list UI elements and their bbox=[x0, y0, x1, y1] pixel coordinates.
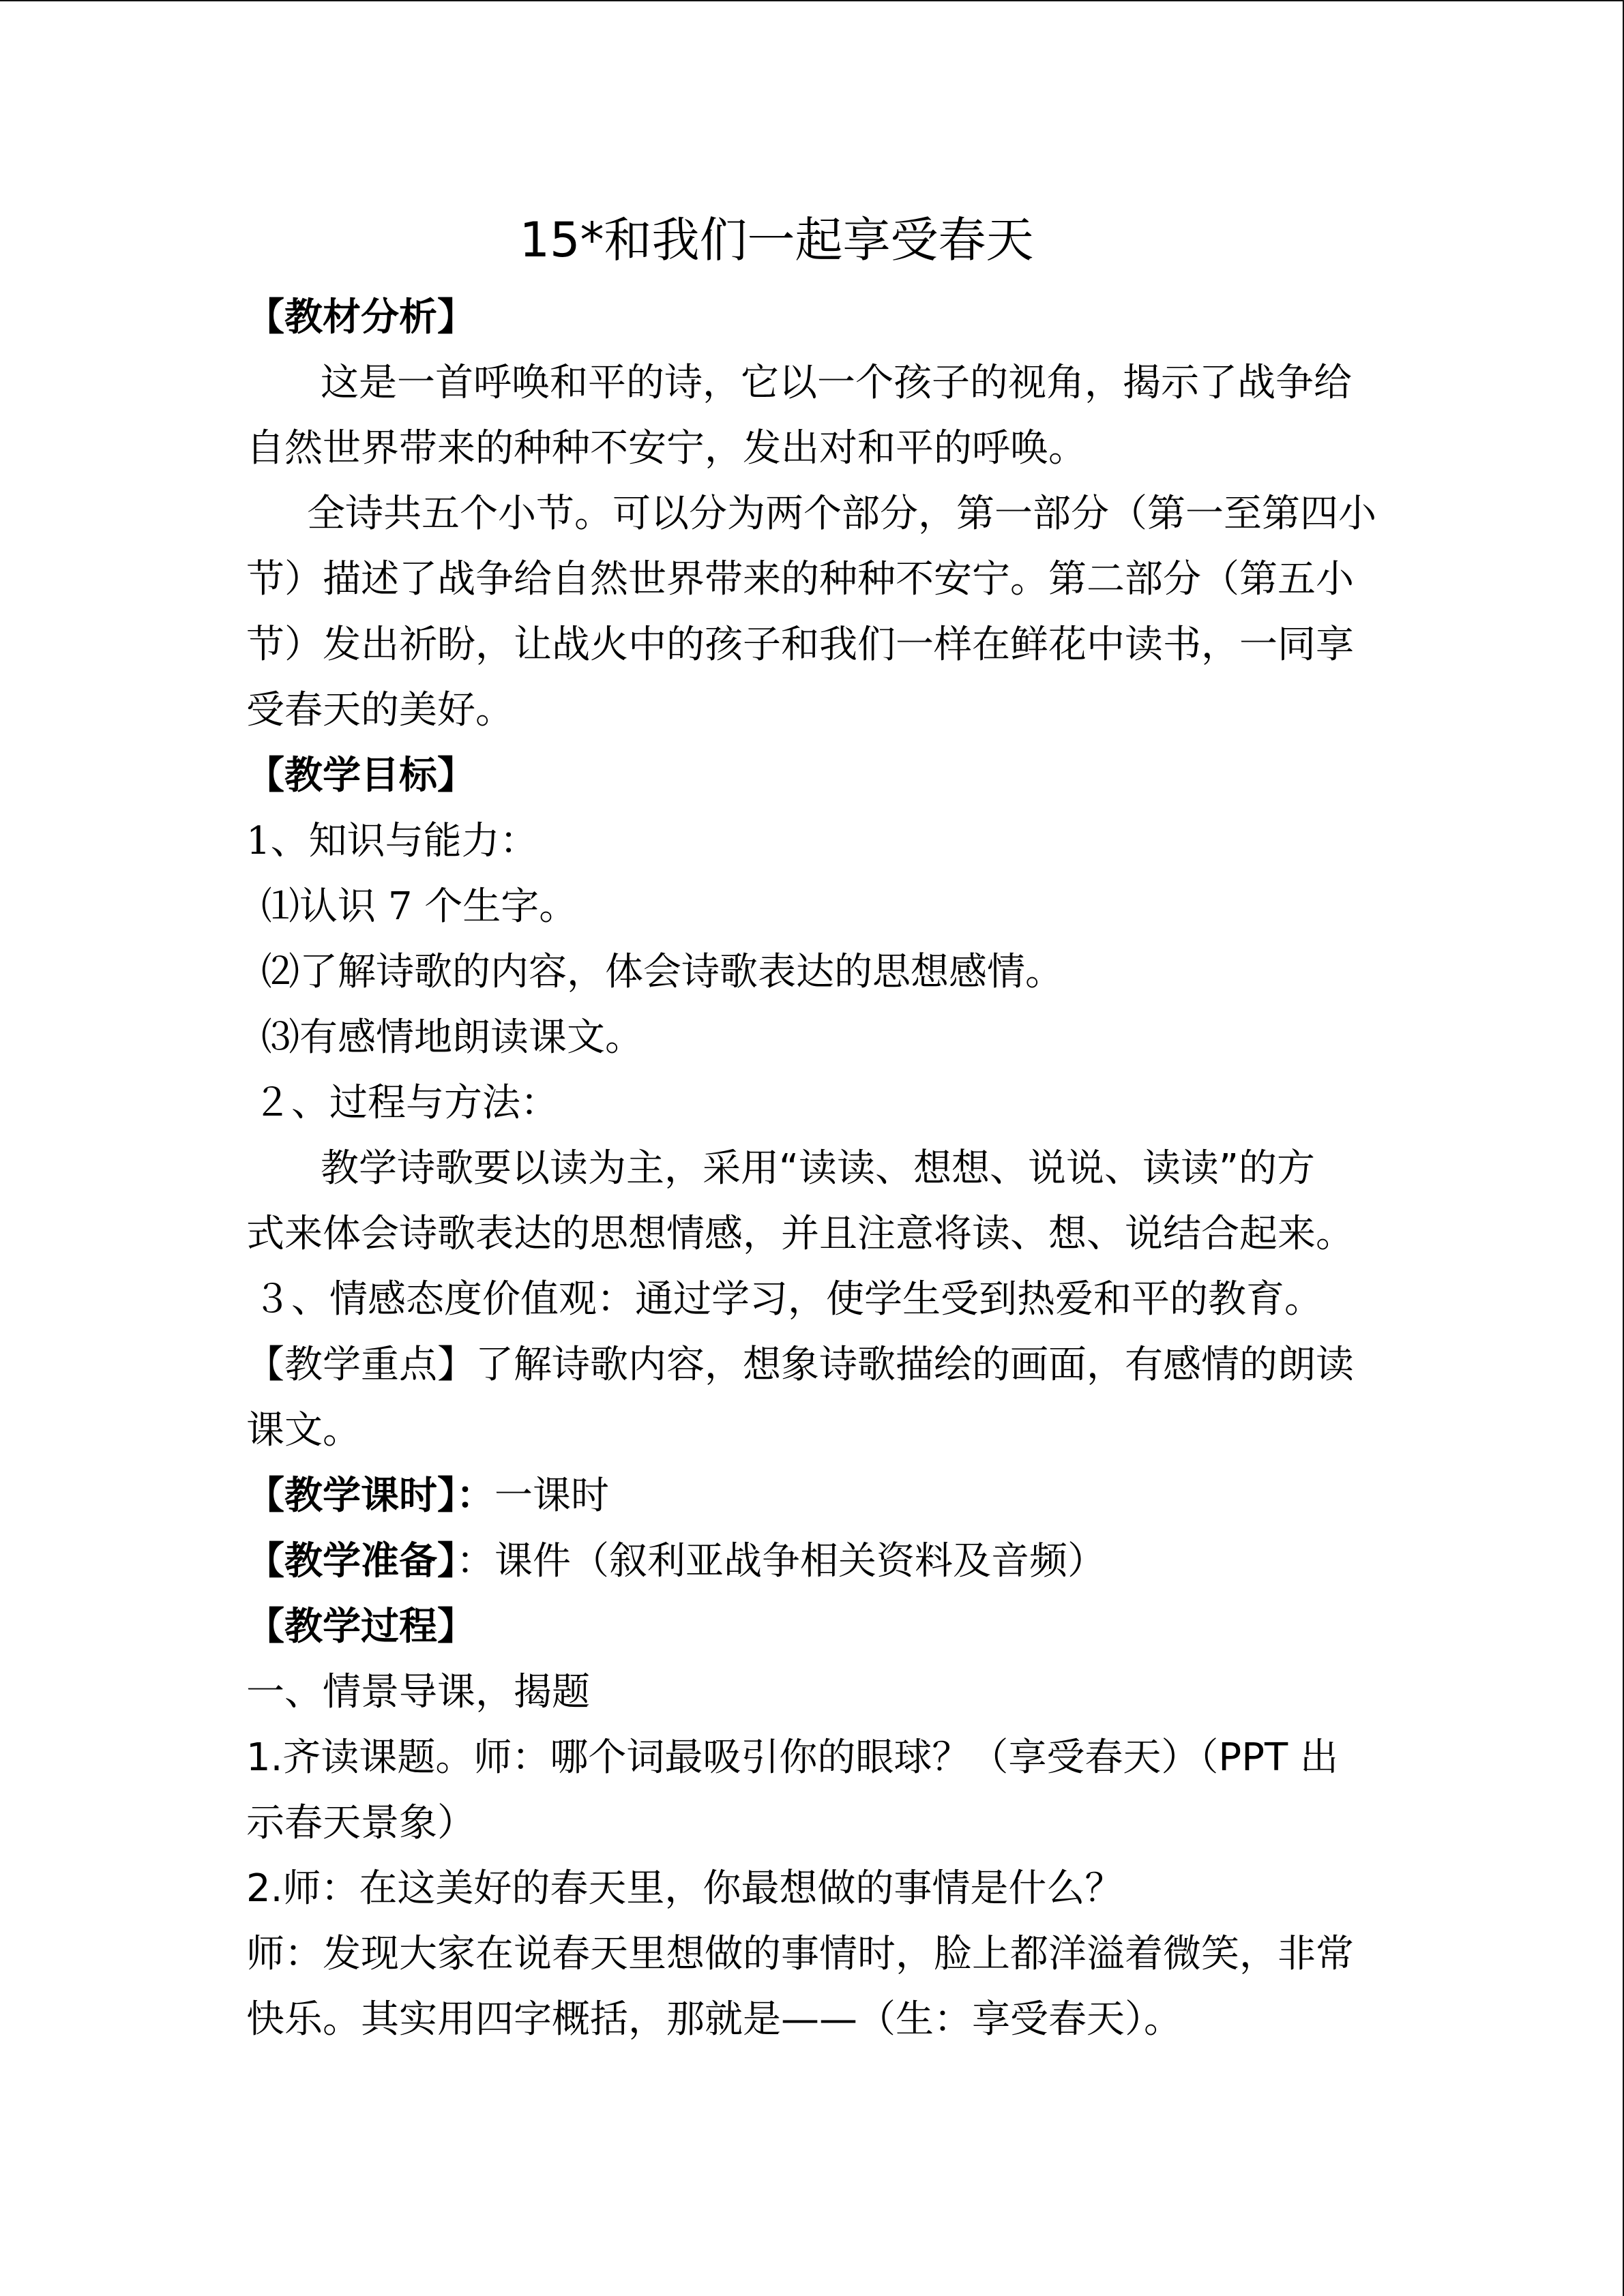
goal-1-a-number: 7 bbox=[387, 884, 413, 929]
goal-1 bbox=[246, 814, 538, 869]
process-heading: 【教学过程】 bbox=[246, 1605, 475, 1649]
class-hours-label: 【教学课时】： bbox=[246, 1474, 494, 1518]
goals-heading: 【教学目标】 bbox=[246, 754, 475, 798]
analysis-paragraph-1-line-1: 这是一首呼唤和平的诗，它以一个孩子的视角，揭示了战争给 bbox=[321, 361, 1352, 405]
preparation-label: 【教学准备】 bbox=[246, 1539, 456, 1583]
goal-2-line-2: 式来体会诗歌表达的思想情感，并且注意将读、想、说结合起来。 bbox=[246, 1212, 1354, 1256]
key-points bbox=[246, 1338, 1354, 1392]
analysis-paragraph-2-line-2: 节）描述了战争给自然世界带来的种种不安宁。第二部分（第五小 bbox=[246, 557, 1354, 601]
preparation-text: ：课件（叙利亚战争相关资料及音频） bbox=[456, 1539, 1106, 1583]
goal-1-b: ⑵了解诗歌的内容，体会诗歌表达的思想感情。 bbox=[261, 950, 1063, 994]
document-title: 15*和我们一起享受春天 bbox=[519, 212, 1034, 268]
class-hours bbox=[246, 1469, 609, 1523]
teacher-remark-line-2: 快乐。其实用四字概括，那就是——（生：享受春天）。 bbox=[246, 1997, 1182, 2042]
goal-2: ２、过程与方法： bbox=[253, 1081, 559, 1125]
analysis-paragraph-2-line-4: 受春天的美好。 bbox=[246, 688, 514, 732]
goal-1-a-suffix: 个生字。 bbox=[412, 884, 578, 929]
class-hours-text: 一课时 bbox=[494, 1474, 609, 1518]
step-1-item-1-line-1: 1.齐读课题。师：哪个词最吸引你的眼球？（享受春天）（PPT 出 bbox=[246, 1735, 1338, 1780]
teacher-remark-line-1: 师：发现大家在说春天里想做的事情时，脸上都洋溢着微笑，非常 bbox=[246, 1932, 1354, 1976]
analysis-paragraph-1-line-2: 自然世界带来的种种不安宁，发出对和平的呼唤。 bbox=[246, 426, 1087, 471]
goal-1-a-prefix: ⑴认识 bbox=[261, 884, 388, 929]
goal-3: ３、情感态度价值观：通过学习，使学生受到热爱和平的教育。 bbox=[253, 1277, 1323, 1322]
key-points-label: 【教学重点】 bbox=[246, 1343, 475, 1387]
goal-1-number: 1 bbox=[246, 819, 271, 863]
goal-2-line-1: 教学诗歌要以读为主，采用“读读、想想、说说、读读”的方 bbox=[321, 1146, 1316, 1191]
key-points-line-2: 课文。 bbox=[246, 1408, 361, 1452]
goal-1-text: 、知识与能力： bbox=[270, 819, 538, 863]
goal-1-a bbox=[261, 880, 577, 934]
step-1-heading: 一、情景导课，揭题 bbox=[246, 1670, 590, 1714]
key-points-text: 了解诗歌内容，想象诗歌描绘的画面，有感情的朗读 bbox=[475, 1343, 1354, 1387]
analysis-heading: 【教材分析】 bbox=[246, 295, 475, 340]
analysis-paragraph-2-line-3: 节）发出祈盼，让战火中的孩子和我们一样在鲜花中读书，一同享 bbox=[246, 623, 1354, 667]
step-1-item-1-line-2: 示春天景象） bbox=[246, 1801, 475, 1845]
step-1-item-2: 2.师：在这美好的春天里，你最想做的事情是什么？ bbox=[246, 1866, 1123, 1911]
goal-1-c: ⑶有感情地朗读课文。 bbox=[261, 1015, 643, 1060]
preparation bbox=[246, 1534, 1106, 1589]
analysis-paragraph-2-line-1: 全诗共五个小节。可以分为两个部分，第一部分（第一至第四小 bbox=[307, 492, 1376, 536]
